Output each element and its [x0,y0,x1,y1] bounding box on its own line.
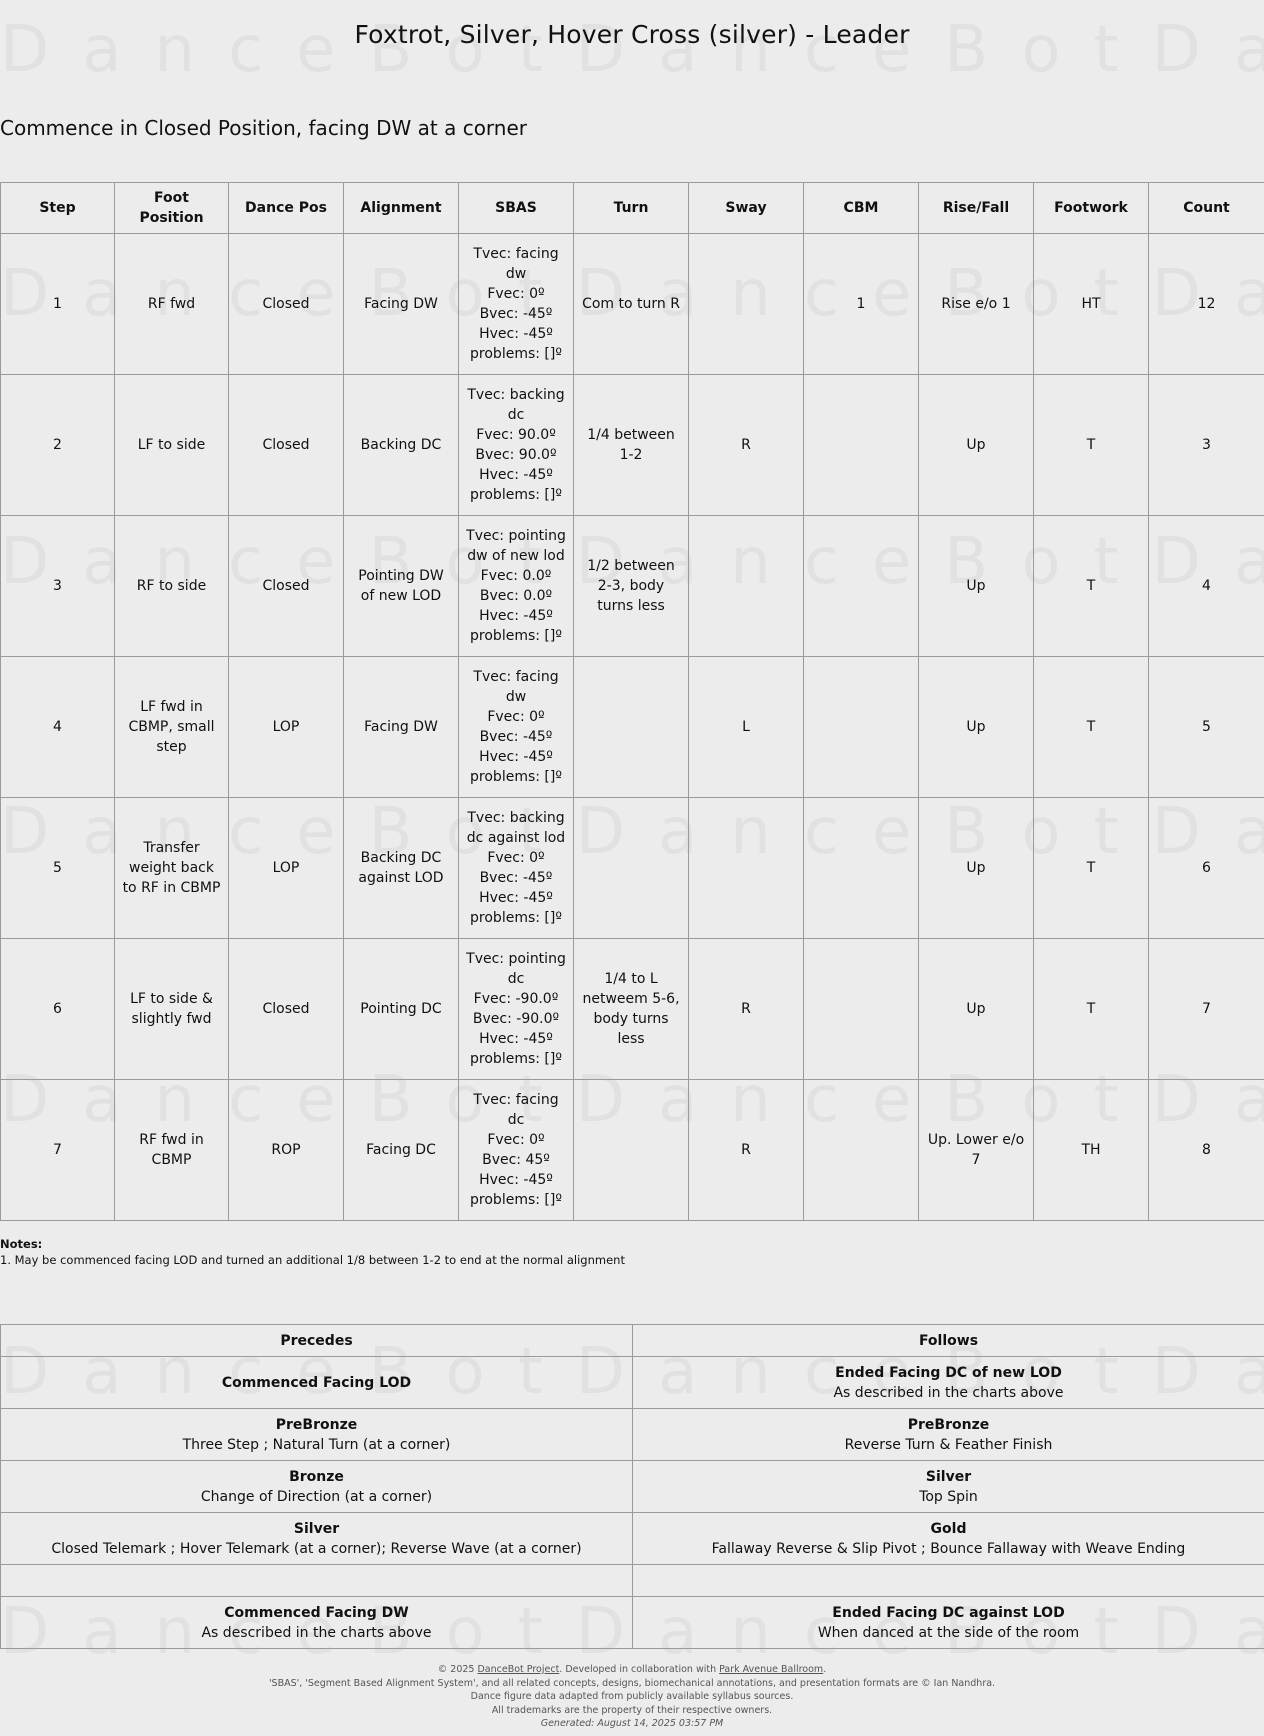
cell-turn: 1/4 between 1-2 [574,375,689,516]
cell-sbas [459,939,574,1080]
sbas-hvec: Hvec: -45º [479,467,553,483]
header-cbm: CBM [804,183,919,234]
follows-level: Silver [925,1468,972,1485]
copyright-prefix: © 2025 [437,1664,478,1675]
cell-rise-fall: Up [919,375,1034,516]
table-row [1,657,1264,798]
follows-figures: As described in the charts above [833,1384,1064,1401]
notes-section [0,1236,625,1268]
precedes-level: Bronze [289,1468,344,1485]
table-header-row [1,183,1264,234]
page-title: Foxtrot, Silver, Hover Cross (silver) - Leader [354,20,910,49]
cell-footwork: T [1034,516,1149,657]
table-row [1,939,1264,1080]
precedes-cell [1,1513,633,1565]
cell-cbm: 1 [804,234,919,375]
sbas-problems: problems: []º [470,769,562,785]
precedes-header: Precedes [1,1325,633,1357]
cell-step: 4 [1,657,115,798]
commence-heading: Commence in Closed Position, facing DW at a corner [0,116,528,140]
follows-cell [633,1513,1264,1565]
header-foot-position: Foot Position [115,183,229,234]
header-alignment: Alignment [344,183,459,234]
collab-end: . [823,1664,827,1675]
precedes-follows-table [0,1324,1264,1649]
cell-dance-pos: Closed [229,516,344,657]
sbas-hvec: Hvec: -45º [479,749,553,765]
pf-header-row [1,1325,1264,1357]
table-row [1,234,1264,375]
cell-step: 2 [1,375,115,516]
cell-rise-fall: Up [919,657,1034,798]
cell-dance-pos: Closed [229,234,344,375]
cell-sway [689,516,804,657]
cell-cbm [804,1080,919,1221]
cell-step: 3 [1,516,115,657]
cell-alignment: Backing DC against LOD [344,798,459,939]
sbas-tvec: Tvec: backing dc against lod [466,810,566,846]
sbas-tvec: Tvec: facing dc [473,1092,559,1128]
cell-sbas [459,375,574,516]
sbas-fvec: Fvec: -90.0º [473,991,559,1007]
cell-sway [689,798,804,939]
sbas-fvec: Fvec: 0º [487,850,545,866]
cell-cbm [804,657,919,798]
sbas-problems: problems: []º [470,346,562,362]
follows-level: Gold [930,1520,967,1537]
cell-rise-fall: Up [919,516,1034,657]
follows-figures: Top Spin [919,1488,978,1505]
cell-count: 6 [1149,798,1264,939]
sbas-fvec: Fvec: 0º [487,1132,545,1148]
table-row [1,798,1264,939]
sbas-tvec: Tvec: backing dc [467,387,565,423]
sbas-problems: problems: []º [470,1051,562,1067]
cell-sbas [459,657,574,798]
sbas-bvec: Bvec: 0.0º [479,588,553,604]
sbas-fvec: Fvec: 90.0º [476,427,556,443]
sbas-problems: problems: []º [470,628,562,644]
follows-level: Ended Facing DC of new LOD [835,1364,1062,1381]
cell-count: 5 [1149,657,1264,798]
note-item: 1. May be commenced facing LOD and turned an additional 1/8 between 1-2 to end at the normal alignment [0,1253,625,1267]
cell-foot-position: LF to side & slightly fwd [115,939,229,1080]
cell-turn: 1/4 to L netweem 5-6, body turns less [574,939,689,1080]
cell-sway: L [689,657,804,798]
cell-rise-fall: Rise e/o 1 [919,234,1034,375]
sbas-hvec: Hvec: -45º [479,1031,553,1047]
cell-dance-pos: ROP [229,1080,344,1221]
cell-cbm [804,375,919,516]
header-sway: Sway [689,183,804,234]
cell-dance-pos: LOP [229,657,344,798]
cell-footwork: TH [1034,1080,1149,1221]
cell-sbas [459,234,574,375]
footer [0,1663,1264,1731]
cell-footwork: T [1034,798,1149,939]
precedes-level: PreBronze [275,1416,358,1433]
sbas-tvec: Tvec: pointing dw of new lod [466,528,566,564]
table-row [1,375,1264,516]
header-count: Count [1149,183,1264,234]
sbas-fvec: Fvec: 0º [487,709,545,725]
sbas-bvec: Bvec: -45º [479,870,553,886]
cell-step: 1 [1,234,115,375]
cell-sbas [459,798,574,939]
precedes-level: Commenced Facing DW [224,1604,409,1621]
header-step: Step [1,183,115,234]
notes-label: Notes: [0,1237,43,1251]
cell-rise-fall: Up [919,798,1034,939]
cell-footwork: T [1034,375,1149,516]
cell-alignment: Pointing DC [344,939,459,1080]
cell-sway: R [689,375,804,516]
follows-level: Ended Facing DC against LOD [832,1604,1065,1621]
sbas-hvec: Hvec: -45º [479,1172,553,1188]
sbas-fvec: Fvec: 0.0º [480,568,552,584]
sbas-hvec: Hvec: -45º [479,608,553,624]
follows-figures: Reverse Turn & Feather Finish [844,1436,1053,1453]
cell-turn [574,1080,689,1221]
precedes-cell [1,1565,633,1597]
footer-generated: Generated: August 14, 2025 03:57 PM [540,1718,724,1729]
pf-row-empty [1,1565,1264,1597]
cell-sway: R [689,939,804,1080]
cell-sway [689,234,804,375]
sbas-bvec: Bvec: 45º [482,1152,550,1168]
precedes-cell [1,1597,633,1649]
cell-step: 5 [1,798,115,939]
precedes-figures: Closed Telemark ; Hover Telemark (at a corner); Reverse Wave (at a corner) [51,1540,582,1557]
follows-cell [633,1461,1264,1513]
cell-alignment: Facing DW [344,234,459,375]
follows-header: Follows [633,1325,1264,1357]
header-dance-pos: Dance Pos [229,183,344,234]
cell-footwork: T [1034,657,1149,798]
cell-footwork: HT [1034,234,1149,375]
footer-sbas-notice: 'SBAS', 'Segment Based Alignment System', and all related concepts, designs, biomechanical annotations, and presentation formats are © Ian Nandhra. [268,1677,996,1689]
cell-count: 4 [1149,516,1264,657]
follows-cell [633,1565,1264,1597]
cell-dance-pos: LOP [229,798,344,939]
follows-cell [633,1409,1264,1461]
cell-foot-position: LF to side [115,375,229,516]
sbas-tvec: Tvec: facing dw [473,669,559,705]
header-rise-fall: Rise/Fall [919,183,1034,234]
footer-copyright [0,1663,1264,1677]
precedes-figures: Three Step ; Natural Turn (at a corner) [182,1436,451,1453]
cell-foot-position: RF to side [115,516,229,657]
sbas-bvec: Bvec: -90.0º [472,1011,560,1027]
precedes-level: Silver [293,1520,340,1537]
table-row [1,516,1264,657]
cell-cbm [804,798,919,939]
cell-alignment: Backing DC [344,375,459,516]
precedes-level: Commenced Facing LOD [221,1374,412,1391]
cell-alignment: Pointing DW of new LOD [344,516,459,657]
header-sbas: SBAS [459,183,574,234]
sbas-hvec: Hvec: -45º [479,890,553,906]
cell-step: 6 [1,939,115,1080]
sbas-tvec: Tvec: facing dw [473,246,559,282]
precedes-figures: Change of Direction (at a corner) [200,1488,433,1505]
cell-turn [574,657,689,798]
park-avenue-ballroom-link[interactable]: Park Avenue Ballroom [719,1664,824,1675]
collab-text: . Developed in collaboration with [559,1664,720,1675]
cell-turn: 1/2 between 2-3, body turns less [574,516,689,657]
cell-sbas [459,1080,574,1221]
header-footwork: Footwork [1034,183,1149,234]
cell-sbas [459,516,574,657]
pf-row [1,1461,1264,1513]
precedes-cell [1,1409,633,1461]
sbas-bvec: Bvec: -45º [479,729,553,745]
cell-foot-position: RF fwd in CBMP [115,1080,229,1221]
follows-cell [633,1357,1264,1409]
cell-dance-pos: Closed [229,939,344,1080]
cell-count: 7 [1149,939,1264,1080]
cell-rise-fall: Up. Lower e/o 7 [919,1080,1034,1221]
follows-figures: When danced at the side of the room [817,1624,1080,1641]
cell-rise-fall: Up [919,939,1034,1080]
cell-count: 8 [1149,1080,1264,1221]
header-turn: Turn [574,183,689,234]
cell-turn [574,798,689,939]
cell-alignment: Facing DC [344,1080,459,1221]
sbas-problems: problems: []º [470,910,562,926]
cell-turn: Com to turn R [574,234,689,375]
pf-row [1,1409,1264,1461]
cell-cbm [804,939,919,1080]
cell-cbm [804,516,919,657]
follows-cell [633,1597,1264,1649]
sbas-bvec: Bvec: -45º [479,306,553,322]
cell-count: 12 [1149,234,1264,375]
sbas-problems: problems: []º [470,487,562,503]
precedes-cell [1,1357,633,1409]
precedes-figures: As described in the charts above [201,1624,432,1641]
cell-dance-pos: Closed [229,375,344,516]
sbas-hvec: Hvec: -45º [479,326,553,342]
sbas-tvec: Tvec: pointing dc [466,951,566,987]
pf-row [1,1513,1264,1565]
sbas-fvec: Fvec: 0º [487,286,545,302]
sbas-bvec: Bvec: 90.0º [475,447,557,463]
footer-data-source: Dance figure data adapted from publicly available syllabus sources. [470,1691,794,1702]
footer-trademarks: All trademarks are the property of their respective owners. [491,1704,773,1716]
follows-level: PreBronze [907,1416,990,1433]
steps-table [0,182,1264,1221]
cell-foot-position: RF fwd [115,234,229,375]
cell-footwork: T [1034,939,1149,1080]
table-row [1,1080,1264,1221]
pf-row [1,1597,1264,1649]
follows-figures: Fallaway Reverse & Slip Pivot ; Bounce Fallaway with Weave Ending [711,1540,1186,1557]
sbas-problems: problems: []º [470,1192,562,1208]
cell-foot-position: LF fwd in CBMP, small step [115,657,229,798]
dancebot-project-link[interactable]: DanceBot Project [477,1664,560,1675]
precedes-cell [1,1461,633,1513]
cell-sway: R [689,1080,804,1221]
cell-alignment: Facing DW [344,657,459,798]
cell-count: 3 [1149,375,1264,516]
cell-foot-position: Transfer weight back to RF in CBMP [115,798,229,939]
pf-row [1,1357,1264,1409]
cell-step: 7 [1,1080,115,1221]
